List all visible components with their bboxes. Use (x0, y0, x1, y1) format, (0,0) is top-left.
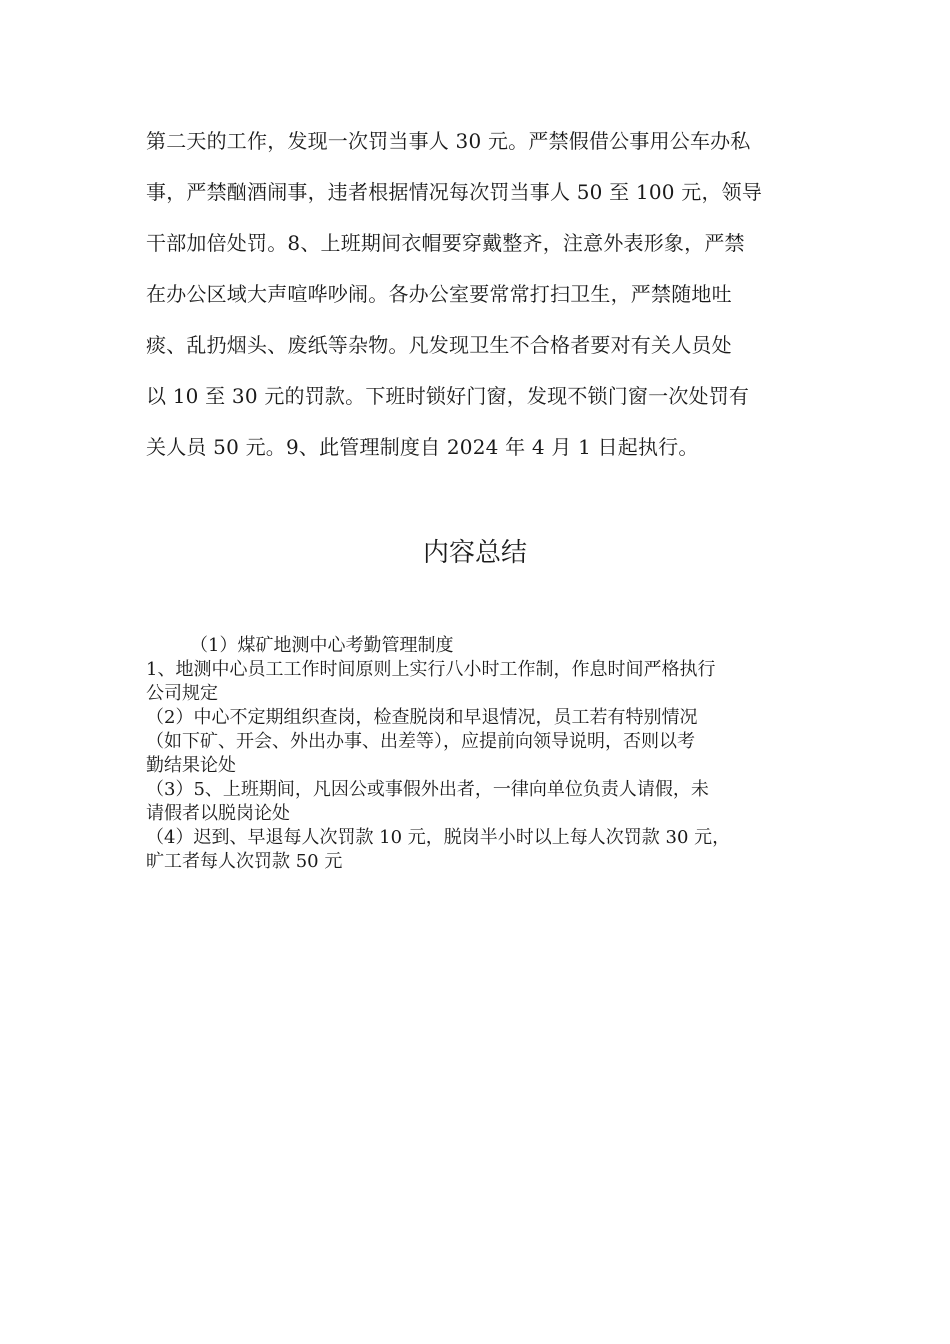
body-line: 第二天的工作，发现一次罚当事人 30 元。严禁假借公事用公车办私 (146, 129, 751, 153)
body-line: 关人员 50 元。9、此管理制度自 2024 年 4 月 1 日起执行。 (146, 435, 699, 459)
body-line: 在办公区域大声喧哗吵闹。各办公室要常常打扫卫生，严禁随地吐 (146, 282, 732, 306)
summary-line: （4）迟到、早退每人次罚款 10 元，脱岗半小时以上每人次罚款 30 元， (146, 827, 731, 848)
summary-line: 1、地测中心员工工作时间原则上实行八小时工作制，作息时间严格执行 (146, 659, 716, 680)
summary-line: 请假者以脱岗论处 (146, 803, 290, 824)
body-line: 事，严禁酗酒闹事，违者根据情况每次罚当事人 50 至 100 元，领导 (146, 180, 763, 204)
summary-section (146, 634, 816, 874)
body-paragraph (146, 116, 816, 473)
summary-line: （3）5、上班期间，凡因公或事假外出者，一律向单位负责人请假，未 (146, 779, 709, 800)
body-line: 以 10 至 30 元的罚款。下班时锁好门窗，发现不锁门窗一次处罚有 (146, 384, 750, 408)
summary-line: （如下矿、开会、外出办事、出差等），应提前向领导说明，否则以考 (146, 731, 695, 752)
body-line: 痰、乱扔烟头、废纸等杂物。凡发现卫生不合格者要对有关人员处 (146, 333, 732, 357)
summary-line: 公司规定 (146, 683, 218, 704)
summary-line: （2）中心不定期组织查岗，检查脱岗和早退情况，员工若有特别情况 (146, 707, 698, 728)
summary-title: 内容总结 (422, 538, 527, 568)
summary-line: （1）煤矿地测中心考勤管理制度 (190, 635, 454, 656)
summary-line: 勤结果论处 (146, 755, 236, 776)
body-line: 干部加倍处罚。8、上班期间衣帽要穿戴整齐，注意外表形象，严禁 (146, 231, 745, 255)
summary-line: 旷工者每人次罚款 50 元 (146, 851, 343, 872)
